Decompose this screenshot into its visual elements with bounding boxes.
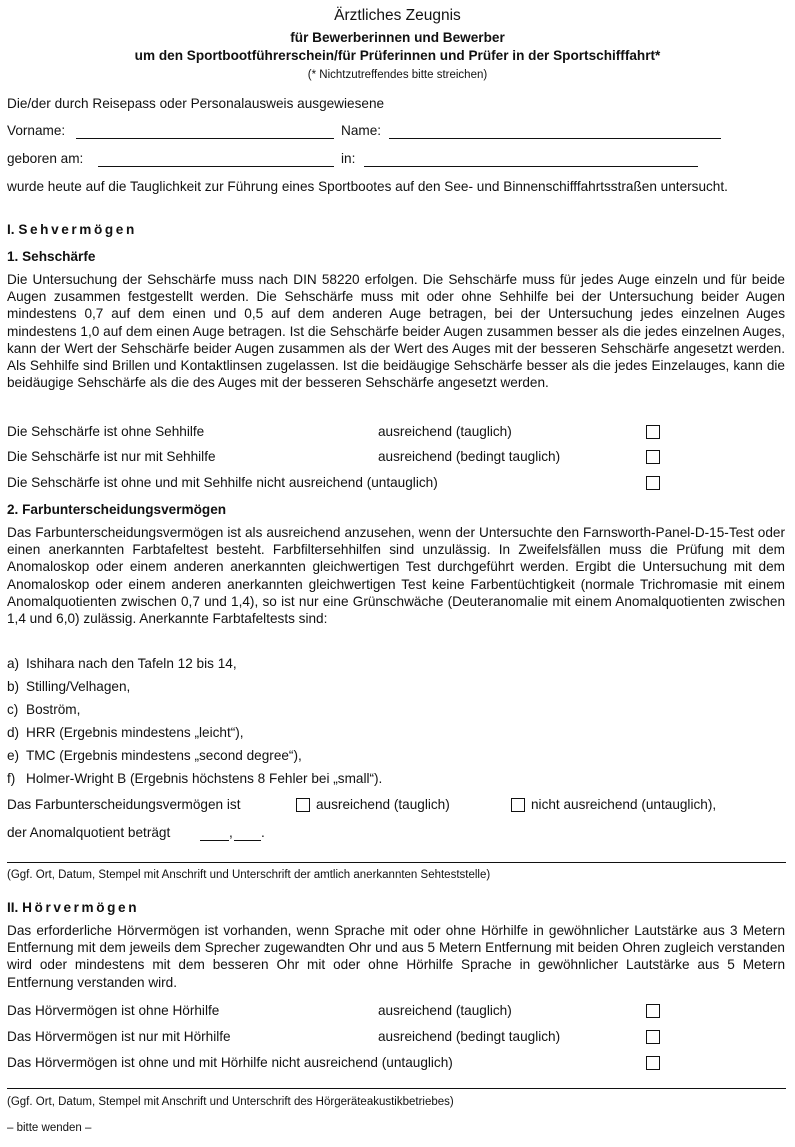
anomal-decimal-field[interactable] [234, 826, 261, 841]
anomal-label: der Anomalquotient beträgt [7, 825, 171, 840]
birthdate-field[interactable] [98, 152, 334, 167]
sehschaerfe-heading: 1. Sehschärfe [7, 249, 96, 264]
section2-heading: II. Hörvermögen [7, 900, 140, 915]
birthplace-label: in: [341, 151, 356, 166]
test-item: HRR (Ergebnis mindestens „leicht“), [26, 725, 244, 740]
test-letter: d) [7, 725, 20, 740]
color-ok-checkbox[interactable] [296, 798, 310, 812]
farb-heading: 2. Farbunterscheidungsvermögen [7, 502, 227, 517]
name-field[interactable] [389, 124, 721, 139]
strike-note: (* Nichtzutreffendes bitte streichen) [307, 69, 488, 81]
vision-option-result: ausreichend (bedingt tauglich) [378, 449, 561, 464]
color-result-label: Das Farbunterscheidungsvermögen ist [7, 797, 241, 812]
test-item: Ishihara nach den Tafeln 12 bis 14, [26, 656, 237, 671]
examined-text: wurde heute auf die Tauglichkeit zur Führung eines Sportbootes auf den See- und Binnenschifffahrtsstraßen untersucht. [7, 179, 728, 194]
signature-line [7, 862, 786, 863]
color-ok-label: ausreichend (tauglich) [316, 797, 450, 812]
vision-option-label: Die Sehschärfe ist nur mit Sehhilfe [7, 449, 216, 464]
hoer-signature-note: (Ggf. Ort, Datum, Stempel mit Anschrift und Unterschrift des Hörgeräteakustikbetriebes) [7, 1096, 454, 1108]
color-not-ok-label: nicht ausreichend (untauglich), [531, 797, 717, 812]
test-letter: e) [7, 748, 20, 763]
turn-page-note: – bitte wenden – [7, 1122, 92, 1134]
test-letter: b) [7, 679, 20, 694]
hearing-option-label: Das Hörvermögen ist nur mit Hörhilfe [7, 1029, 231, 1044]
name-label: Name: [341, 123, 382, 138]
hearing-checkbox[interactable] [646, 1056, 660, 1070]
hearing-option-label: Das Hörvermögen ist ohne und mit Hörhilfe nicht ausreichend (untauglich) [7, 1055, 453, 1070]
vision-option-label: Die Sehschärfe ist ohne Sehhilfe [7, 424, 205, 439]
vorname-field[interactable] [76, 124, 334, 139]
hearing-text: Das erforderliche Hörvermögen ist vorhanden, wenn Sprache mit oder ohne Hörhilfe in gewöhnlicher Lautstärke aus 3 Metern Entfernung mit dem jeweils dem Sprecher zugewandten Ohr und aus 5 Metern Entfernung mit beiden Ohren zugleich verstanden wird oder mindestens mit dem besseren Ohr mit oder ohne Hörhilfe Sprache in gewöhnlicher Lautstärke aus 5 Metern Entfernung verstanden wird. [7, 923, 785, 990]
page-subtitle-2: um den Sportbootführerschein/für Prüferinnen und Prüfer in der Sportschifffahrt* [134, 48, 661, 63]
sehschaerfe-text: Die Untersuchung der Sehschärfe muss nach DIN 58220 erfolgen. Die Sehschärfe muss für jedes Auge einzeln und für beide Augen zusammen festgestellt werden. Die Sehschärfe muss mit oder ohne Sehhilfe bei der Untersuchung beider Augen mindestens 0,7 auf dem einen und 0,5 auf dem anderen Auge betragen, bei der Untersuchung jedes einzelnen Auges mindestens 1,0 auf dem einen Auge betragen. Ist die Sehschärfe beider Augen zusammen besser als die jedes einzelnen Auges, kann der Wert der Sehschärfe beider Augen zusammen als der Wert des Auges mit der besseren Sehschärfe angesetzt werden. Als Sehhilfe sind Brillen und Kontaktlinsen zugelassen. Ist die beidäugige Sehschärfe besser als die jedes Einzelauges, kann die beidäugige Sehschärfe als die des Auges mit der besseren Sehschärfe angesetzt werden. [7, 272, 785, 391]
hearing-option-result: ausreichend (bedingt tauglich) [378, 1029, 561, 1044]
vision-checkbox[interactable] [646, 425, 660, 439]
page-title: Ärztliches Zeugnis [334, 7, 461, 24]
test-item: Holmer-Wright B (Ergebnis höchstens 8 Fehler bei „small“). [26, 771, 383, 786]
hearing-checkbox[interactable] [646, 1004, 660, 1018]
test-letter: f) [7, 771, 16, 786]
birthplace-field[interactable] [364, 152, 698, 167]
vision-option-result: ausreichend (tauglich) [378, 424, 512, 439]
vision-checkbox[interactable] [646, 476, 660, 490]
test-item: TMC (Ergebnis mindestens „second degree“), [26, 748, 302, 763]
test-item: Boström, [26, 702, 81, 717]
color-not-ok-checkbox[interactable] [511, 798, 525, 812]
farb-text: Das Farbunterscheidungsvermögen ist als ausreichend anzusehen, wenn der Untersuchte den Farnsworth-Panel-D-15-Test oder einen anerkannten Farbtafeltest besteht. Farbfiltersehhilfen sind unzulässig. In Zweifelsfällen muss die Prüfung mit dem Anomaloskop oder einem anderen anerkannten gleichwertigen Test durchgeführt werden. Ergibt die Untersuchung mit dem Anomaloskop oder einem anderen anerkannten gleichwertigen Test keine Farbentüchtigkeit (normale Trichromasie mit einem Anomalquotienten zwischen 0,7 und 1,4), so ist nur eine Grünschwäche (Deuteranomalie mit einem Anomalquotienten zwischen 1,4 und 6,0) zulässig. Anerkannte Farbtafeltests sind: [7, 525, 785, 627]
page-subtitle-1: für Bewerberinnen und Bewerber [290, 30, 505, 45]
signature-line [7, 1088, 786, 1089]
vision-checkbox[interactable] [646, 450, 660, 464]
vision-option-label: Die Sehschärfe ist ohne und mit Sehhilfe nicht ausreichend (untauglich) [7, 475, 438, 490]
geboren-label: geboren am: [7, 151, 84, 166]
test-letter: c) [7, 702, 19, 717]
anomal-end: . [261, 825, 265, 840]
hearing-option-result: ausreichend (tauglich) [378, 1003, 512, 1018]
vorname-label: Vorname: [7, 123, 66, 138]
identity-intro: Die/der durch Reisepass oder Personalausweis ausgewiesene [7, 96, 385, 111]
anomal-integer-field[interactable] [200, 826, 229, 841]
section1-heading: I. Sehvermögen [7, 222, 137, 237]
anomal-separator: , [229, 825, 233, 840]
hearing-checkbox[interactable] [646, 1030, 660, 1044]
sehtest-signature-note: (Ggf. Ort, Datum, Stempel mit Anschrift und Unterschrift der amtlich anerkannten Sehteststelle) [7, 869, 491, 881]
test-letter: a) [7, 656, 20, 671]
hearing-option-label: Das Hörvermögen ist ohne Hörhilfe [7, 1003, 220, 1018]
test-item: Stilling/Velhagen, [26, 679, 131, 694]
